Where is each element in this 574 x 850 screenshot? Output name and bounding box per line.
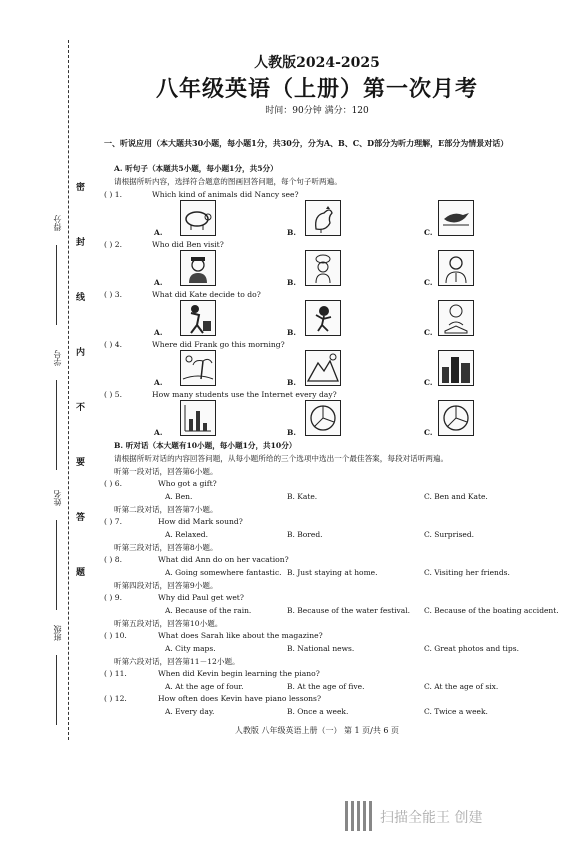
option-label: B. — [287, 228, 296, 237]
answer-option[interactable]: C. Surprised. — [424, 530, 475, 539]
option-label: A. — [154, 328, 163, 337]
answer-option[interactable]: A. Relaxed. — [165, 530, 208, 539]
option-label: A. — [154, 378, 163, 387]
seal-char: 答 — [76, 513, 86, 523]
pie-chart-icon[interactable] — [438, 400, 474, 436]
exam-meta: 时间：90分钟 满分：120 — [265, 106, 369, 116]
name-line — [56, 520, 57, 610]
answer-option[interactable]: B. Once a week. — [287, 707, 349, 716]
option-label: B. — [287, 328, 296, 337]
question-text: How many students use the Internet every day? — [152, 390, 337, 399]
part-b-title: B. 听对话（本大题有10小题，每小题1分，共10分） — [114, 441, 297, 450]
reader-icon[interactable] — [438, 300, 474, 336]
option-label: C. — [424, 278, 433, 287]
option-label: C. — [424, 428, 433, 437]
page-footer: 人教版 八年级英语上册（一） 第 1 页/共 6 页 — [234, 726, 400, 735]
question-text: What does Sarah like about the magazine? — [158, 631, 323, 640]
edition-title: 人教版2024-2025 — [254, 55, 380, 71]
answer-option[interactable]: A. Going somewhere fantastic. — [165, 568, 282, 577]
answer-option[interactable]: B. National news. — [287, 644, 355, 653]
question-number: ( ) 12. — [104, 694, 127, 703]
pie-chart-icon[interactable] — [305, 400, 341, 436]
option-label: A. — [154, 228, 163, 237]
dialogue-lead: 听第四段对话，回答第9小题。 — [114, 581, 218, 590]
question-text: What did Ann do on her vacation? — [158, 555, 289, 564]
question-text: How often does Kevin have piano lessons? — [158, 694, 322, 703]
bird-icon[interactable] — [438, 200, 474, 236]
seal-char: 要 — [76, 458, 86, 468]
section-heading: 一、听说应用（本大题共30小题，每小题1分，共30分，分为A、B、C、D部分为听力理解，E部分为情景对话） — [104, 138, 509, 148]
option-label: A. — [154, 278, 163, 287]
question-text: Which kind of animals did Nancy see? — [152, 190, 299, 199]
option-label: C. — [424, 378, 433, 387]
question-number: ( ) 2. — [104, 240, 122, 249]
answer-option[interactable]: A. At the age of four. — [165, 682, 244, 691]
answer-option[interactable]: B. Just staying at home. — [287, 568, 378, 577]
rooster-icon[interactable] — [305, 200, 341, 236]
bar-chart-icon[interactable] — [180, 400, 216, 436]
seal-char: 密 — [76, 183, 86, 193]
traveller-icon[interactable] — [180, 300, 216, 336]
question-number: ( ) 8. — [104, 555, 122, 564]
question-number: ( ) 7. — [104, 517, 122, 526]
question-text: What did Kate decide to do? — [152, 290, 261, 299]
answer-option[interactable]: B. Kate. — [287, 492, 318, 501]
binding-dashed-line — [68, 40, 69, 740]
option-label: B. — [287, 378, 296, 387]
dialogue-lead: 听第五段对话，回答第10小题。 — [114, 619, 223, 628]
answer-option[interactable]: B. Bored. — [287, 530, 323, 539]
seal-char: 内 — [76, 348, 86, 358]
seal-char: 封 — [76, 238, 86, 248]
question-number: ( ) 10. — [104, 631, 127, 640]
student-id-label: 学号 — [53, 350, 62, 366]
question-number: ( ) 11. — [104, 669, 127, 678]
policeman-icon[interactable] — [180, 250, 216, 286]
qr-code-icon — [345, 801, 375, 831]
mountain-icon[interactable] — [305, 350, 341, 386]
answer-option[interactable]: C. At the age of six. — [424, 682, 499, 691]
question-text: Where did Frank go this morning? — [152, 340, 285, 349]
dialogue-lead: 听第二段对话，回答第7小题。 — [114, 505, 218, 514]
answer-option[interactable]: A. Because of the rain. — [165, 606, 252, 615]
score-label: 得分 — [53, 215, 62, 231]
question-number: ( ) 1. — [104, 190, 122, 199]
question-text: Why did Paul get wet? — [158, 593, 244, 602]
option-label: B. — [287, 428, 296, 437]
doctor-icon[interactable] — [438, 250, 474, 286]
answer-option[interactable]: B. Because of the water festival. — [287, 606, 411, 615]
answer-option[interactable]: B. At the age of five. — [287, 682, 365, 691]
seal-char: 不 — [76, 403, 86, 413]
class-label: 班级 — [53, 625, 62, 641]
answer-option[interactable]: A. Every day. — [165, 707, 215, 716]
answer-option[interactable]: A. City maps. — [165, 644, 216, 653]
option-label: C. — [424, 228, 433, 237]
exam-title: 八年级英语（上册）第一次月考 — [155, 76, 478, 102]
question-text: Who did Ben visit? — [152, 240, 224, 249]
beach-icon[interactable] — [180, 350, 216, 386]
seal-char: 题 — [76, 568, 86, 578]
scanner-watermark: 扫描全能王 创建 — [380, 810, 483, 826]
part-a-instructions: 请根据所听内容，选择符合题意的图画回答问题，每个句子听两遍。 — [114, 177, 342, 186]
dialogue-lead: 听第一段对话，回答第6小题。 — [114, 467, 218, 476]
id-line — [56, 380, 57, 470]
part-b-instructions: 请根据所听对话的内容回答问题，从每小题所给的三个选项中选出一个最佳答案，每段对话听两遍。 — [114, 454, 449, 463]
answer-option[interactable]: C. Twice a week. — [424, 707, 488, 716]
question-number: ( ) 3. — [104, 290, 122, 299]
answer-option[interactable]: C. Visiting her friends. — [424, 568, 510, 577]
score-line — [56, 245, 57, 325]
dancer-icon[interactable] — [305, 300, 341, 336]
question-number: ( ) 4. — [104, 340, 122, 349]
chef-icon[interactable] — [305, 250, 341, 286]
question-number: ( ) 5. — [104, 390, 122, 399]
class-line — [56, 655, 57, 725]
answer-option[interactable]: C. Because of the boating accident. — [424, 606, 559, 615]
dialogue-lead: 听第六段对话，回答第11－12小题。 — [114, 657, 240, 666]
question-text: When did Kevin begin learning the piano? — [158, 669, 320, 678]
option-label: A. — [154, 428, 163, 437]
dialogue-lead: 听第三段对话，回答第8小题。 — [114, 543, 218, 552]
option-label: C. — [424, 328, 433, 337]
name-label: 姓名 — [53, 490, 62, 506]
answer-option[interactable]: C. Ben and Kate. — [424, 492, 488, 501]
question-number: ( ) 6. — [104, 479, 122, 488]
question-number: ( ) 9. — [104, 593, 122, 602]
answer-option[interactable]: A. Ben. — [165, 492, 193, 501]
answer-option[interactable]: C. Great photos and tips. — [424, 644, 519, 653]
part-a-title: A. 听句子（本题共5小题，每小题1分，共5分） — [114, 164, 278, 173]
pig-icon[interactable] — [180, 200, 216, 236]
option-label: B. — [287, 278, 296, 287]
question-text: Who got a gift? — [158, 479, 217, 488]
city-icon[interactable] — [438, 350, 474, 386]
question-text: How did Mark sound? — [158, 517, 243, 526]
seal-char: 线 — [76, 293, 86, 303]
